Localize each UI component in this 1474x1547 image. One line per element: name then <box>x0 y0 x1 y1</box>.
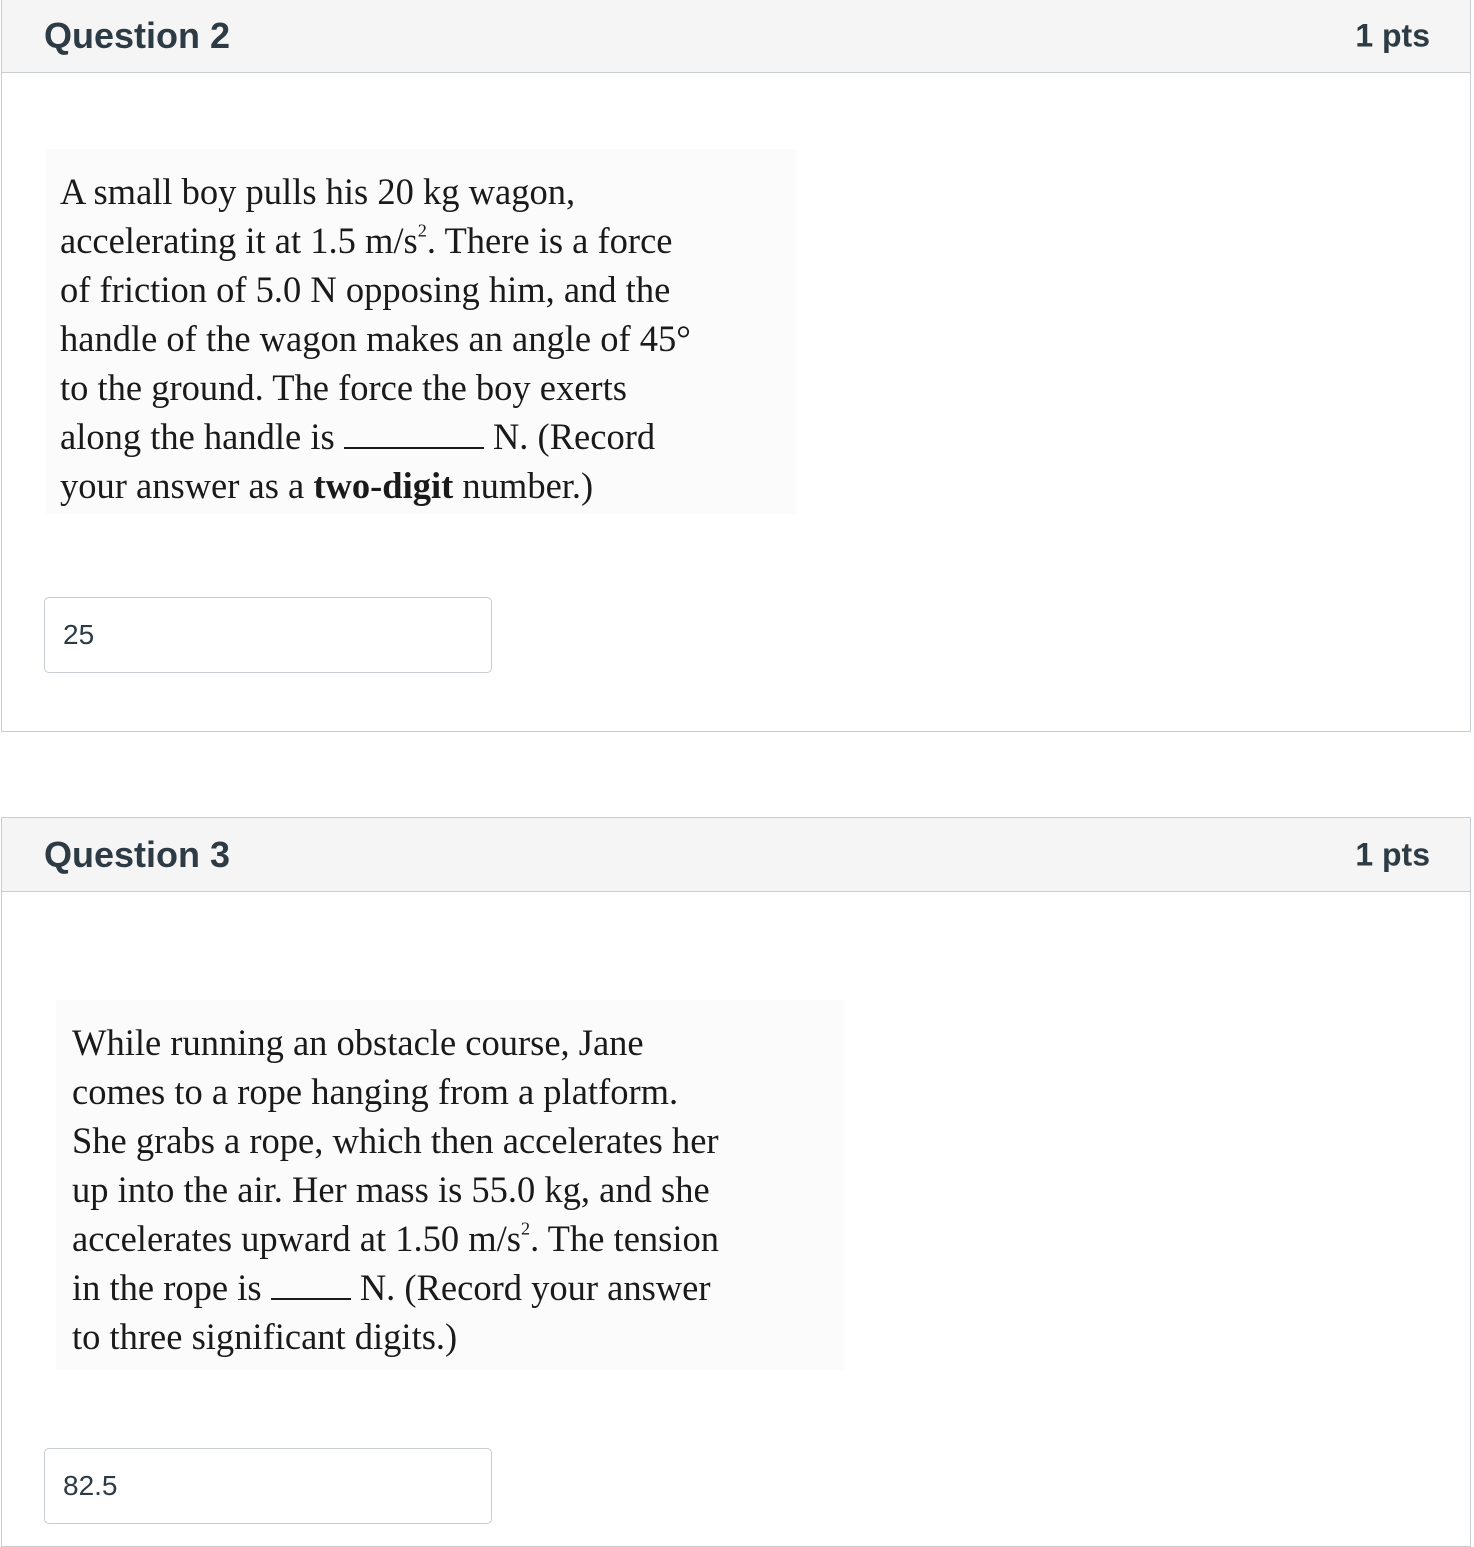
question-text-line: A small boy pulls his 20 kg wagon, <box>60 171 576 212</box>
question-text-line: accelerating it at 1.5 $m/s^2$. There is a force <box>60 220 673 261</box>
question-text-line: handle of the wagon makes an angle of 45° <box>60 318 691 359</box>
question-text-line: While running an obstacle course, Jane <box>72 1022 644 1063</box>
question-points: 1 pts <box>1355 836 1430 872</box>
question-text-line: your answer as a two-digit number.) <box>60 465 594 506</box>
answer-input[interactable] <box>44 1448 492 1524</box>
question-text-line: along the handle is N. (Record <box>60 416 656 457</box>
question-header <box>2 818 1470 892</box>
question-points: 1 pts <box>1355 17 1430 53</box>
question-text-line: She grabs a rope, which then accelerates her <box>72 1120 719 1161</box>
question-text-line: up into the air. Her mass is 55.0 kg, and she <box>72 1169 710 1210</box>
question-text-line: accelerates upward at 1.50 $m/s^2$. The tension <box>72 1218 719 1259</box>
question-text-line: comes to a rope hanging from a platform. <box>72 1071 679 1112</box>
question-text-line: in the rope is N. (Record your answer <box>72 1267 711 1308</box>
question-card <box>1 0 1471 732</box>
question-image <box>56 1000 844 1370</box>
question-image <box>46 149 796 514</box>
answer-input[interactable] <box>44 597 492 673</box>
answer-blank <box>344 414 484 449</box>
question-title: Question 3 <box>44 833 231 875</box>
question-text-line: of friction of 5.0 N opposing him, and the <box>60 269 671 310</box>
question-text-line: to the ground. The force the boy exerts <box>60 367 627 408</box>
answer-blank <box>271 1265 351 1300</box>
question-text-line: to three significant digits.) <box>72 1316 458 1357</box>
question-card <box>1 817 1471 1547</box>
question-title: Question 2 <box>44 14 231 56</box>
question-header <box>2 0 1470 73</box>
